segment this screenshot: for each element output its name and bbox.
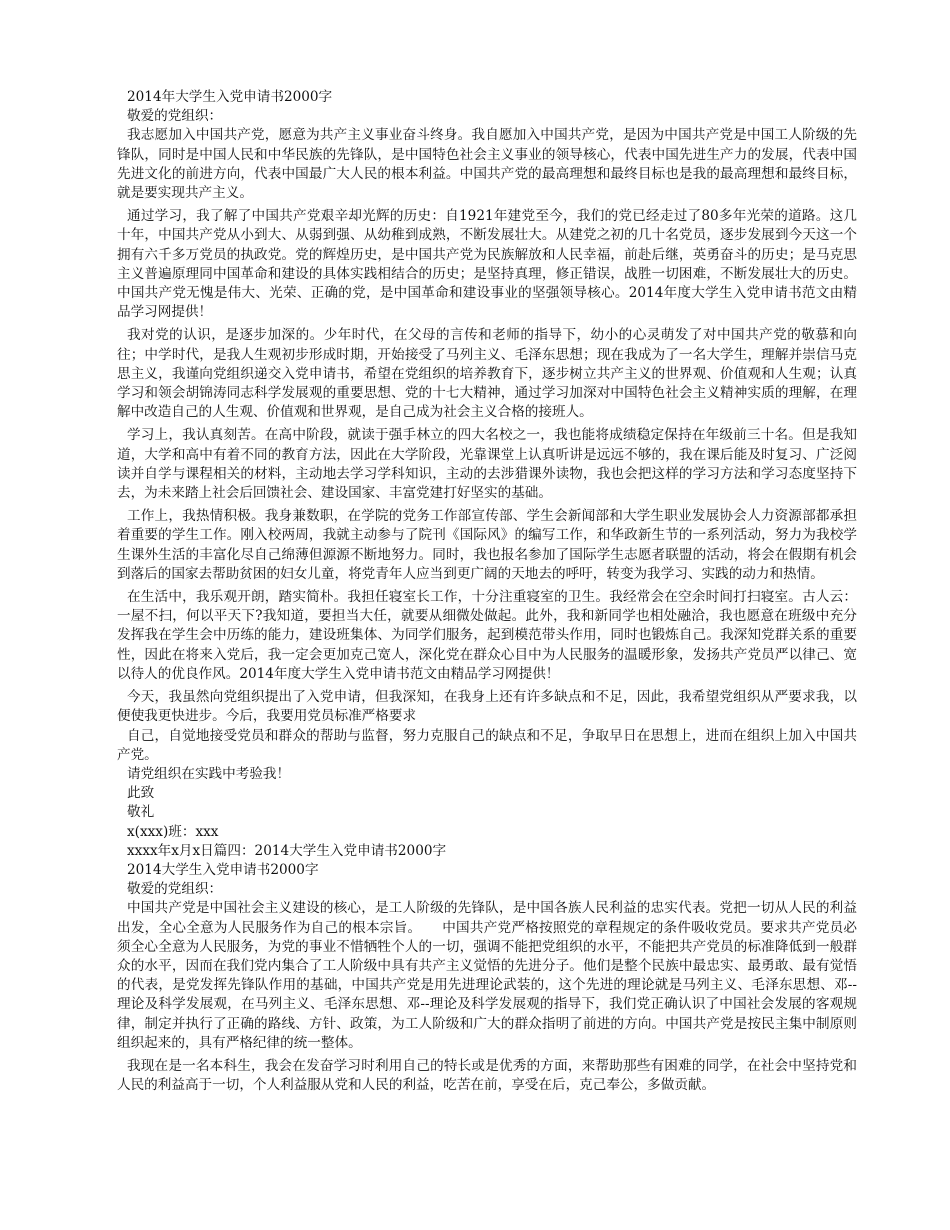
salutation: 敬爱的党组织： bbox=[127, 108, 223, 125]
paragraph-2: 通过学习，我了解了中国共产党艰辛却光辉的历史：自1921年建党至今，我们的党已经走过了80多年光荣的道路。这几十年，中国共产党从小到大、从弱到强、从幼稚到成熟，不断发展壮大。从建党之初的几十名党员，逐步发展到今天这一个拥有六千多万党员的执政党。党的辉煌历史，是中国共产党为民族解放和人民幸福，前赴后继，英勇奋斗的历史；是马克思主义普遍原理同中国革命和建设的具体实践相结合的历史；是坚持真理，修正错误，战胜一切困难，不断发展壮大的历史。中国共产党无愧是伟大、光荣、正确的党，是中国革命和建设事业的坚强领导核心。2014年度大学生入党申请书范文由精品学习网提供！ bbox=[117, 208, 857, 321]
signature-date-section: xxxx年x月x日篇四：2014大学生入党申请书2000字 bbox=[127, 842, 447, 859]
document-page bbox=[117, 88, 857, 1095]
paragraph-5: 工作上，我热情积极。我身兼数职，在学院的党务工作部宣传部、学生会新闻部和大学生职业发展协会人力资源部都承担着重要的学生工作。刚入校两周，我就主动参与了院刊《国际风》的编写工作，和华政新生节的一系列活动，努力为我校学生课外生活的丰富化尽自己绵薄但源源不断地努力。同时，我也报名参加了国际学生志愿者联盟的活动，将会在假期有机会到落后的国家去帮助贫困的妇女儿童，将党青年人应当到更广阔的天地去的呼吁，转变为我学习、实践的动力和热情。 bbox=[117, 508, 857, 582]
paragraph-4: 学习上，我认真刻苦。在高中阶段，就读于强手林立的四大名校之一，我也能将成绩稳定保持在年级前三十名。但是我知道，大学和高中有着不同的教育方法，因此在大学阶段，光靠课堂上认真听讲是远远不够的，我在课后能及时复习、广泛阅读并自学与课程相关的材料，主动地去学习学科知识，主动的去涉猎课外读物，我也会把这样的学习方法和学习态度坚持下去，为未来踏上社会后回馈社会、建设国家、丰富党建打好坚实的基础。 bbox=[117, 427, 857, 502]
paragraph-6: 在生活中，我乐观开朗，踏实简朴。我担任寝室长工作，十分注重寝室的卫生。我经常会在空余时间打扫寝室。古人云：一屋不扫，何以平天下?我知道，要担当大任，就要从细微处做起。此外，我和新同学也相处融洽，我也愿意在班级中充分发挥我在学生会中历练的能力，建设班集体、为同学们服务，起到模范带头作用，同时也锻炼自己。我深知党群关系的重要性，因此在将来入党后，我一定会更加克己宽人，深化党在群众心目中为人民服务的温暖形象，发扬共产党员严以律己、宽以待人的优良作风。2014年度大学生入党申请书范文由精品学习网提供！ bbox=[117, 589, 857, 682]
salutation-2: 敬爱的党组织： bbox=[127, 881, 223, 898]
paragraph-1: 我志愿加入中国共产党，愿意为共产主义事业奋斗终身。我自愿加入中国共产党，是因为中国共产党是中国工人阶级的先锋队，同时是中国人民和中华民族的先锋队，是中国特色社会主义事业的领导核心，代表中国先进生产力的发展，代表中国先进文化的前进方向，代表中国最广大人民的根本利益。中国共产党的最高理想和最终目标也是我的最高理想和最终目标，就是要实现共产主义。 bbox=[117, 127, 857, 202]
paragraph-8: 自己，自觉地接受党员和群众的帮助与监督，努力克服自己的缺点和不足，争取早日在思想上，进而在组织上加入中国共产党。 bbox=[117, 727, 857, 763]
closing-request: 请党组织在实践中考验我！ bbox=[127, 765, 291, 782]
section-title-2: 2014大学生入党申请书2000字 bbox=[127, 861, 319, 878]
document-title: 2014年大学生入党申请书2000字 bbox=[127, 89, 333, 105]
closing-jingli: 敬礼 bbox=[127, 804, 155, 821]
paragraph-3: 我对党的认识，是逐步加深的。少年时代，在父母的言传和老师的指导下，幼小的心灵萌发了对中国共产党的敬慕和向往；中学时代，是我人生观初步形成时期，开始接受了马列主义、毛泽东思想；现在我成为了一名大学生，理解并崇信马克思主义，我谨向党组织递交入党申请书，希望在党组织的培养教育下，逐步树立共产主义的世界观、价值观和人生观；认真学习和领会胡锦涛同志科学发展观的重要思想、党的十七大精神，通过学习加深对中国特色社会主义精神实质的理解，在理解中改造自己的人生观、价值观和世界观，是自己成为社会主义合格的接班人。 bbox=[117, 327, 857, 421]
signature-class: x(xxx)班：xxx bbox=[127, 823, 219, 840]
paragraph-7: 今天，我虽然向党组织提出了入党申请，但我深知，在我身上还有许多缺点和不足，因此，我希望党组织从严要求我，以便使我更快进步。今后，我要用党员标准严格要求 bbox=[117, 689, 857, 725]
paragraph-9: 中国共产党是中国社会主义建设的核心，是工人阶级的先锋队，是中国各族人民利益的忠实代表。党把一切从人民的利益出发，全心全意为人民服务作为自己的根本宗旨。 中国共产党严格按照党的章程规定的条件吸收党员。要求共产党员必须全心全意为人民服务，为党的事业不惜牺牲个人的一切，强调不能把党组织的水平，不能把共产党员的标准降低到一般群众的水平，因而在我们党内集合了工人阶级中具有共产主义觉悟的先进分子。他们是整个民族中最忠实、最勇敢、最有觉悟的代表，是党发挥先锋队作用的基础，中国共产党是用先进理论武装的，这个先进的理论就是马列主义、毛泽东思想、邓--理论及科学发展观，在马列主义、毛泽东思想、邓--理论及科学发展观的指导下，我们党正确认识了中国社会发展的客观规律，制定并执行了正确的路线、方针、政策，为工人阶级和广大的群众指明了前进的方向。中国共产党是按民主集中制原则组织起来的，具有严格纪律的统一整体。 bbox=[117, 900, 857, 1051]
closing-cizhi: 此致 bbox=[127, 785, 155, 802]
paragraph-10: 我现在是一名本科生，我会在发奋学习时利用自己的特长或是优秀的方面，来帮助那些有困难的同学，在社会中坚持党和人民的利益高于一切，个人利益服从党和人民的利益，吃苦在前，享受在后，克己奉公，多做贡献。 bbox=[117, 1057, 857, 1094]
